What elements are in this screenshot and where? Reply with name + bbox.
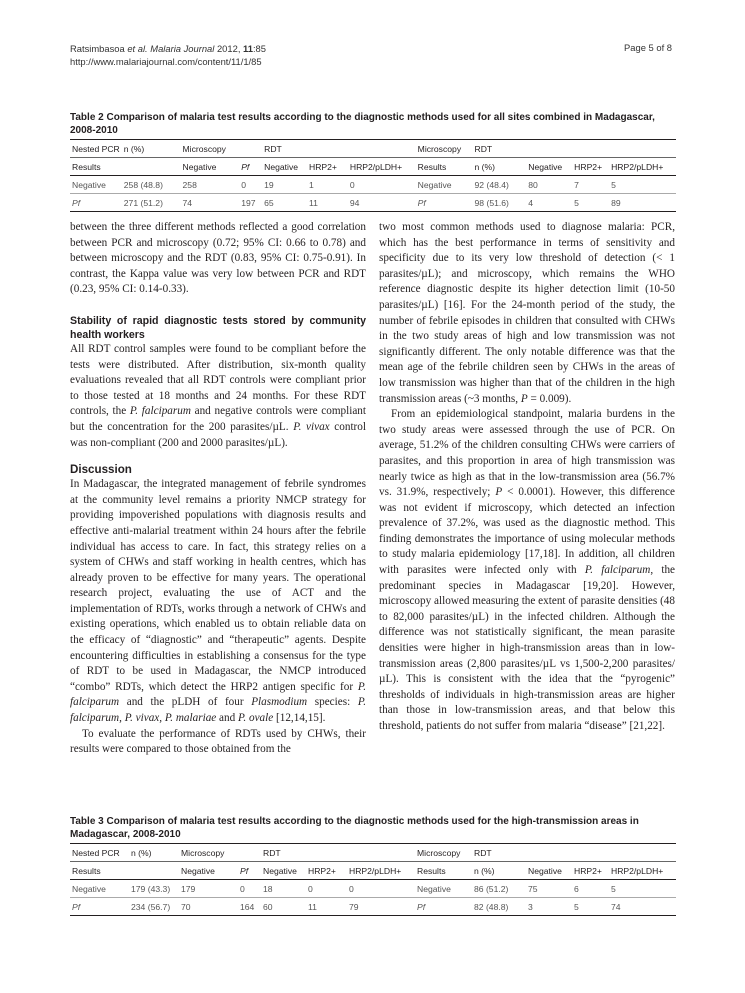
header-cell: Microscopy (179, 844, 261, 862)
table2-caption: Table 2 Comparison of malaria test results according to the diagnostic methods used for all sites combined in Madagascar, 2008-2010 (70, 112, 655, 136)
table-cell: 0 (241, 179, 246, 190)
table3-sub-header-row (70, 862, 676, 880)
table-cell: Pf (70, 898, 129, 916)
table-cell: 65 (262, 194, 307, 212)
table-cell: 18 (263, 883, 273, 894)
header-cell: Negative (526, 862, 572, 880)
table-cell: 92 (48.4) (474, 179, 509, 190)
table-cell: 60 (261, 898, 306, 916)
table-cell: 11 (307, 194, 348, 212)
table-cell: 258 (48.8) (123, 179, 163, 190)
header-cell: Negative (526, 158, 572, 176)
header-cell: Nested PCR (70, 844, 129, 862)
table2-group-header-row (70, 140, 676, 158)
header-cell: HRP2+ (306, 862, 347, 880)
table-cell: 164 (238, 898, 261, 916)
header-cell: Pf (239, 158, 262, 176)
header-cell: Negative (262, 158, 307, 176)
header-cell: n (%) (122, 140, 181, 158)
header-cell: Results (415, 862, 472, 880)
header-cell: Negative (179, 862, 238, 880)
table-cell: 89 (609, 194, 676, 212)
table-cell: 74 (181, 194, 240, 212)
header-cell: n (%) (472, 862, 526, 880)
table-row (70, 194, 676, 212)
table-cell: Negative (417, 883, 451, 894)
header-cell: Negative (181, 158, 240, 176)
table-cell: Pf (416, 194, 473, 212)
table-cell: 258 (182, 179, 197, 190)
header-cell: n (%) (473, 158, 527, 176)
header-cell: Results (416, 158, 473, 176)
table-cell: 11 (306, 898, 347, 916)
table-cell: 5 (611, 179, 616, 190)
table-cell: 94 (348, 194, 416, 212)
table-cell: 4 (526, 194, 572, 212)
table-cell: 79 (347, 898, 415, 916)
table-cell: 7 (574, 179, 579, 190)
table-cell: 5 (611, 883, 616, 894)
table-cell: 0 (240, 883, 245, 894)
header-cell: Results (70, 158, 181, 176)
table-cell: 1 (309, 179, 314, 190)
table-cell: 75 (528, 883, 538, 894)
header-cell: Nested PCR (70, 140, 122, 158)
table3-group-header-row (70, 844, 676, 862)
table-cell: 5 (572, 194, 609, 212)
paragraph: All RDT control samples were found to be compliant before the tests were distributed. After distribution, six-month quality evaluations revealed that all RDT controls were compliant prior to those tested at 18 months and 24 months. For these RDT controls, the P. falciparum and negative controls were compliant but the concentration for the 200 parasites/µL. P. vivax control was non-compliant (200 and 2000 parasites/µL). (70, 342, 366, 449)
table-cell: 80 (528, 179, 538, 190)
table-cell: 5 (572, 898, 609, 916)
section-heading-discussion: Discussion (70, 463, 132, 477)
table-cell: 6 (574, 883, 579, 894)
header-cell: Results (70, 862, 179, 880)
header-cell: HRP2+ (572, 158, 609, 176)
header-cell: RDT (262, 140, 416, 158)
table-cell: Negative (72, 179, 106, 190)
table2 (70, 139, 676, 212)
paragraph: two most common methods used to diagnose malaria: PCR, which has the best performance in terms of sensitivity and specificity due to its very low threshold of detection (< 1 parasites/µL); and microscopy, which remains the WHO reference diagnostic despite its higher detection limit (10-50 parasites/µL) [16]. For the 24-month period of the study, the number of febrile episodes in children that consulted with CHWs in the two study areas of high and low transmission was not significantly different. The only notable difference was that the mean age of the febrile children seen by CHWs in the areas of low transmission was higher than that of the children in the high transmission areas (~3 months, P = 0.009). (379, 221, 675, 405)
header-cell: RDT (473, 140, 676, 158)
table-cell: Pf (415, 898, 472, 916)
table-cell: 179 (43.3) (131, 883, 171, 894)
header-cell: HRP2/pLDH+ (609, 158, 676, 176)
header-cell: HRP2/pLDH+ (609, 862, 676, 880)
table-cell: 271 (51.2) (122, 194, 181, 212)
header-cell: HRP2+ (307, 158, 348, 176)
header-cell: RDT (261, 844, 415, 862)
table-cell: Negative (417, 179, 452, 190)
table-cell: 179 (181, 883, 196, 894)
header-cell: n (%) (129, 844, 179, 862)
header-cell: HRP2+ (572, 862, 609, 880)
table-cell: 82 (48.8) (472, 898, 526, 916)
table-cell: 70 (179, 898, 238, 916)
header-cell: RDT (472, 844, 676, 862)
header-cell: Negative (261, 862, 306, 880)
header-cell: Microscopy (181, 140, 263, 158)
table-cell: 74 (609, 898, 676, 916)
table-cell: 19 (264, 179, 274, 190)
table-row (70, 898, 676, 916)
table-cell: 86 (51.2) (474, 883, 509, 894)
journal-url[interactable]: http://www.malariajournal.com/content/11/1/85 (70, 56, 262, 67)
table-cell: 3 (526, 898, 572, 916)
header-cell: Microscopy (415, 844, 472, 862)
table2-sub-header-row (70, 158, 676, 176)
header-cell: HRP2/pLDH+ (347, 862, 415, 880)
section-heading-stability: Stability of rapid diagnostic tests stored by community health workers (70, 314, 366, 341)
table-row (70, 176, 676, 194)
paragraph: From an epidemiological standpoint, malaria burdens in the two study areas were assessed through the use of PCR. On average, 51.2% of the children consulting CHWs were carriers of parasites, and this proportion in area of high transmission was nearly twice as high as that in the low-transmission area (56.7% vs. 31.9%, respectively; P < 0.0001). However, this difference was not evident if microscopy, which detected an infection prevalence of 37.2%, was used as the diagnostic method. This finding demonstrates the importance of using molecular methods to study malaria epidemiology [17,18]. In addition, all children with parasites were infected only with P. falciparum, the predominant species in Madagascar [19,20]. However, microscopy allowed measuring the extent of parasite densities (48 to 82,000 parasites/µL) in the infected children. Although the difference was not statistically significant, the mean parasite densities were higher in high-transmission areas than in low-transmission areas (2,800 parasites/µL vs 1,500-2,200 parasites/µL). This is consistent with the idea that the “pyrogenic” thresholds of individuals in high-transmission areas are higher than those in low-transmission areas, and that below this threshold, patients do not suffer from malaria “disease” [21,22]. (379, 408, 675, 732)
right-column (379, 220, 675, 735)
table-cell: Negative (72, 883, 106, 894)
header-cell: Pf (238, 862, 261, 880)
left-column (70, 220, 366, 758)
table3 (70, 843, 676, 916)
table-cell: 0 (308, 883, 313, 894)
table-cell: 234 (56.7) (129, 898, 179, 916)
table-cell: 98 (51.6) (473, 194, 527, 212)
table-cell: 0 (349, 179, 355, 190)
page-number: Page 5 of 8 (624, 42, 672, 53)
table-cell: Pf (70, 194, 122, 212)
citation: Ratsimbasoa et al. Malaria Journal 2012, 11:85 (70, 43, 266, 54)
table-row (70, 880, 676, 898)
paragraph: In Madagascar, the integrated management of febrile syndromes at the community level remains a priority NMCP strategy for providing impoverished populations with diagnosis results and effective anti-malarial treatment within 24 hours after the febrile individual has access to care. In fact, this strategy relies on a system of CHWs and staff working in health centres, which has already proven to be effective for many years. The operational research project, evaluating the use of ACT and the implementation of RDTs, works through a network of CHWs and existing operations, which enabled us to obtain reliable data on the efficacy of “diagnostic” and “therapeutic” agents. Despite encountering difficulties in establishing a consensus for the type of RDT to be used in Madagascar, the NMCP introduced “combo” RDTs, which detect the HRP2 antigen specific for P. falciparum and the pLDH of four Plasmodium species: P. falciparum, P. vivax, P. malariae and P. ovale [12,14,15]. (70, 478, 366, 725)
table-cell: 197 (239, 194, 262, 212)
running-header (70, 42, 266, 68)
paragraph: between the three different methods reflected a good correlation between PCR and microscopy (0.72; 95% CI: 0.66 to 0.78) and between microscopy and the RDT (0.83, 95% CI: 0.75-0.91). In contrast, the Kappa value was very low between PCR and RDT (0.23, 95% CI: 0.14-0.33). (70, 221, 366, 296)
header-cell: Microscopy (416, 140, 473, 158)
table3-caption: Table 3 Comparison of malaria test results according to the diagnostic methods used for the high-transmission areas in Madagascar, 2008-2010 (70, 816, 639, 840)
header-cell: HRP2/pLDH+ (348, 158, 416, 176)
table-cell: 0 (349, 883, 354, 894)
paragraph: To evaluate the performance of RDTs used by CHWs, their results were compared to those obtained from the (70, 727, 366, 756)
